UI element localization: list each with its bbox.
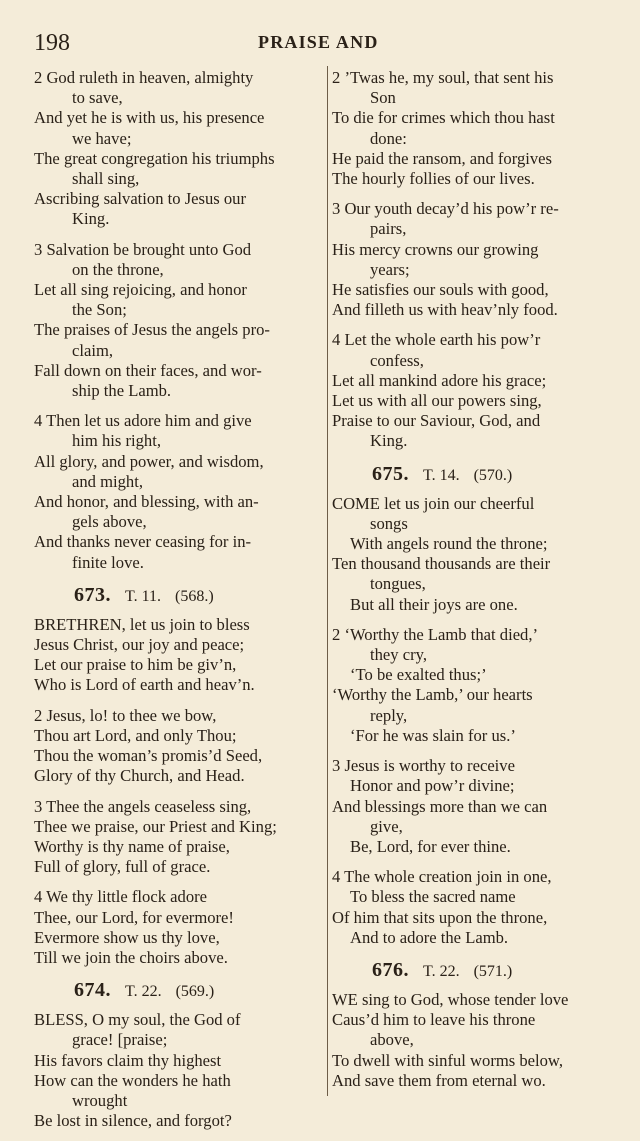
hymn-ref: (568.) xyxy=(175,587,214,605)
verse-line: tongues, xyxy=(370,574,426,594)
verse-line: pairs, xyxy=(370,219,407,239)
verse-line: reply, xyxy=(370,705,408,725)
verse-line: Evermore show us thy love, xyxy=(34,927,220,947)
verse-line: to save, xyxy=(72,88,123,108)
verse-line: Till we join the choirs above. xyxy=(34,947,228,967)
verse-line: confess, xyxy=(370,350,424,370)
verse-line: The praises of Jesus the angels pro- xyxy=(34,320,270,340)
hymn-676-text xyxy=(332,990,622,1091)
verse-line: ‘Worthy the Lamb,’ our hearts xyxy=(332,685,533,705)
hymn-number: 676. xyxy=(372,958,409,981)
verse-line: Full of glory, full of grace. xyxy=(34,857,211,877)
left-column xyxy=(34,68,322,1141)
verse-line: Let all sing rejoicing, and honor xyxy=(34,280,247,300)
hymn-tune: T. 14. xyxy=(423,466,460,484)
column-divider xyxy=(327,66,328,1096)
verse-line: ship the Lamb. xyxy=(72,381,172,401)
hymn-ref: (570.) xyxy=(473,466,513,484)
verse-line: Glory of thy Church, and Head. xyxy=(34,766,245,786)
hymn-number: 674. xyxy=(74,979,111,1002)
verse-line: Of him that sits upon the throne, xyxy=(332,907,548,927)
verse-line: 3 Our youth decay’d his pow’r re- xyxy=(332,199,559,219)
verse-line: songs xyxy=(370,513,408,533)
verse-line: He satisfies our souls with good, xyxy=(332,280,549,300)
verse-line: 4 The whole creation join in one, xyxy=(332,867,552,887)
verse-line: King. xyxy=(72,209,110,229)
verse-line: wrought xyxy=(72,1090,128,1110)
verse-line: 3 Thee the angels ceaseless sing, xyxy=(34,796,252,816)
verse-line: him his right, xyxy=(72,431,161,451)
verse-line: Worthy is thy name of praise, xyxy=(34,836,230,856)
hymn-673-heading xyxy=(34,585,322,607)
verse-line: To dwell with sinful worms below, xyxy=(332,1050,563,1070)
stanza xyxy=(34,240,322,402)
verse-line: Jesus Christ, our joy and peace; xyxy=(34,635,245,655)
verse-line: ‘To be exalted thus;’ xyxy=(350,665,487,685)
verse-line: Ten thousand thousands are their xyxy=(332,554,551,574)
verse-line: Let all mankind adore his grace; xyxy=(332,370,547,390)
page-number: 198 xyxy=(34,30,70,56)
hymn-tune: T. 11. xyxy=(125,587,161,605)
verse-line: And blessings more than we can xyxy=(332,796,548,816)
stanza xyxy=(332,199,622,320)
verse-line: How can the wonders he hath xyxy=(34,1070,231,1090)
hymn-ref: (569.) xyxy=(175,983,215,1001)
verse-line: And yet he is with us, his presence xyxy=(34,108,265,128)
stanza xyxy=(332,68,622,189)
verse-line: shall sing, xyxy=(72,169,140,189)
verse-line: 4 Let the whole earth his pow’r xyxy=(332,330,541,350)
hymn-672-continuation xyxy=(34,68,322,573)
stanza xyxy=(332,625,622,746)
stanza xyxy=(34,1010,322,1131)
verse-line: Son xyxy=(370,88,396,108)
verse-line: BLESS, O my soul, the God of xyxy=(34,1010,241,1030)
verse-line: Praise to our Saviour, God, and xyxy=(332,411,541,431)
verse-line: Thou art Lord, and only Thou; xyxy=(34,725,237,745)
verse-line: But all their joys are one. xyxy=(350,594,518,614)
verse-line: they cry, xyxy=(370,645,427,665)
hymn-674-continuation xyxy=(332,68,622,452)
verse-line: WE sing to God, whose tender love xyxy=(332,989,569,1009)
hymn-676-heading xyxy=(332,960,622,982)
hymn-675-text xyxy=(332,494,622,948)
verse-line: To die for crimes which thou hast xyxy=(332,108,555,128)
hymn-674-text xyxy=(34,1010,322,1131)
verse-line: Be, Lord, for ever thine. xyxy=(350,836,511,856)
verse-line: BRETHREN, let us join to bless xyxy=(34,614,250,634)
hymn-tune: T. 22. xyxy=(125,983,162,1001)
stanza xyxy=(34,411,322,573)
verse-line: on the throne, xyxy=(72,259,164,279)
verse-line: 2 God ruleth in heaven, almighty xyxy=(34,68,254,87)
hymn-675-heading xyxy=(332,464,622,486)
verse-line: 2 ‘Worthy the Lamb that died,’ xyxy=(332,624,539,644)
hymn-673-text xyxy=(34,615,322,968)
verse-line: Caus’d him to leave his throne xyxy=(332,1010,536,1030)
stanza xyxy=(332,494,622,615)
verse-line: The hourly follies of our lives. xyxy=(332,169,535,189)
verse-line: 2 ’Twas he, my soul, that sent his xyxy=(332,68,554,87)
stanza xyxy=(332,990,622,1091)
verse-line: COME let us join our cheerful xyxy=(332,493,535,513)
verse-line: And honor, and blessing, with an- xyxy=(34,492,259,512)
verse-line: His favors claim thy highest xyxy=(34,1050,222,1070)
verse-line: Thee, our Lord, for evermore! xyxy=(34,907,234,927)
verse-line: Thou the woman’s promis’d Seed, xyxy=(34,746,263,766)
stanza xyxy=(332,756,622,857)
running-title: PRAISE AND xyxy=(258,32,379,52)
hymn-number: 675. xyxy=(372,462,409,485)
verse-line: And save them from eternal wo. xyxy=(332,1070,546,1090)
stanza xyxy=(34,797,322,878)
verse-line: His mercy crowns our growing xyxy=(332,239,539,259)
verse-line: 3 Salvation be brought unto God xyxy=(34,239,252,259)
verse-line: 4 We thy little flock adore xyxy=(34,887,208,907)
verse-line: Be lost in silence, and forgot? xyxy=(34,1111,232,1131)
verse-line: And thanks never ceasing for in- xyxy=(34,532,252,552)
verse-line: 4 Then let us adore him and give xyxy=(34,411,252,431)
verse-line: King. xyxy=(370,431,408,451)
verse-line: And filleth us with heav’nly food. xyxy=(332,300,558,320)
verse-line: He paid the ransom, and forgives xyxy=(332,148,552,168)
right-column xyxy=(332,68,622,1101)
verse-line: Ascribing salvation to Jesus our xyxy=(34,189,247,209)
verse-line: With angels round the throne; xyxy=(350,534,548,554)
verse-line: claim, xyxy=(72,340,114,360)
hymn-number: 673. xyxy=(74,583,111,606)
verse-line: give, xyxy=(370,816,403,836)
verse-line: above, xyxy=(370,1030,414,1050)
verse-line: we have; xyxy=(72,128,132,148)
stanza xyxy=(34,68,322,230)
verse-line: And to adore the Lamb. xyxy=(350,927,509,947)
verse-line: Thee we praise, our Priest and King; xyxy=(34,816,277,836)
verse-line: grace! [praise; xyxy=(72,1030,168,1050)
verse-line: and might, xyxy=(72,471,143,491)
verse-line: To bless the sacred name xyxy=(350,887,516,907)
verse-line: Who is Lord of earth and heav’n. xyxy=(34,675,255,695)
verse-line: done: xyxy=(370,128,407,148)
stanza xyxy=(34,615,322,696)
stanza xyxy=(34,887,322,968)
verse-line: finite love. xyxy=(72,552,144,572)
verse-line: 2 Jesus, lo! to thee we bow, xyxy=(34,705,217,725)
verse-line: Let us with all our powers sing, xyxy=(332,391,542,411)
stanza xyxy=(34,706,322,787)
hymn-ref: (571.) xyxy=(473,962,513,980)
stanza xyxy=(332,330,622,451)
verse-line: Fall down on their faces, and wor- xyxy=(34,360,262,380)
verse-line: The great congregation his triumphs xyxy=(34,148,275,168)
verse-line: Let our praise to him be giv’n, xyxy=(34,655,237,675)
verse-line: years; xyxy=(370,259,410,279)
verse-line: Honor and pow’r divine; xyxy=(350,776,515,796)
verse-line: 3 Jesus is worthy to receive xyxy=(332,756,515,776)
verse-line: ‘For he was slain for us.’ xyxy=(350,725,516,745)
stanza xyxy=(332,867,622,948)
verse-line: the Son; xyxy=(72,300,127,320)
hymn-674-heading xyxy=(34,980,322,1002)
hymn-tune: T. 22. xyxy=(423,962,460,980)
verse-line: gels above, xyxy=(72,512,147,532)
verse-line: All glory, and power, and wisdom, xyxy=(34,451,264,471)
